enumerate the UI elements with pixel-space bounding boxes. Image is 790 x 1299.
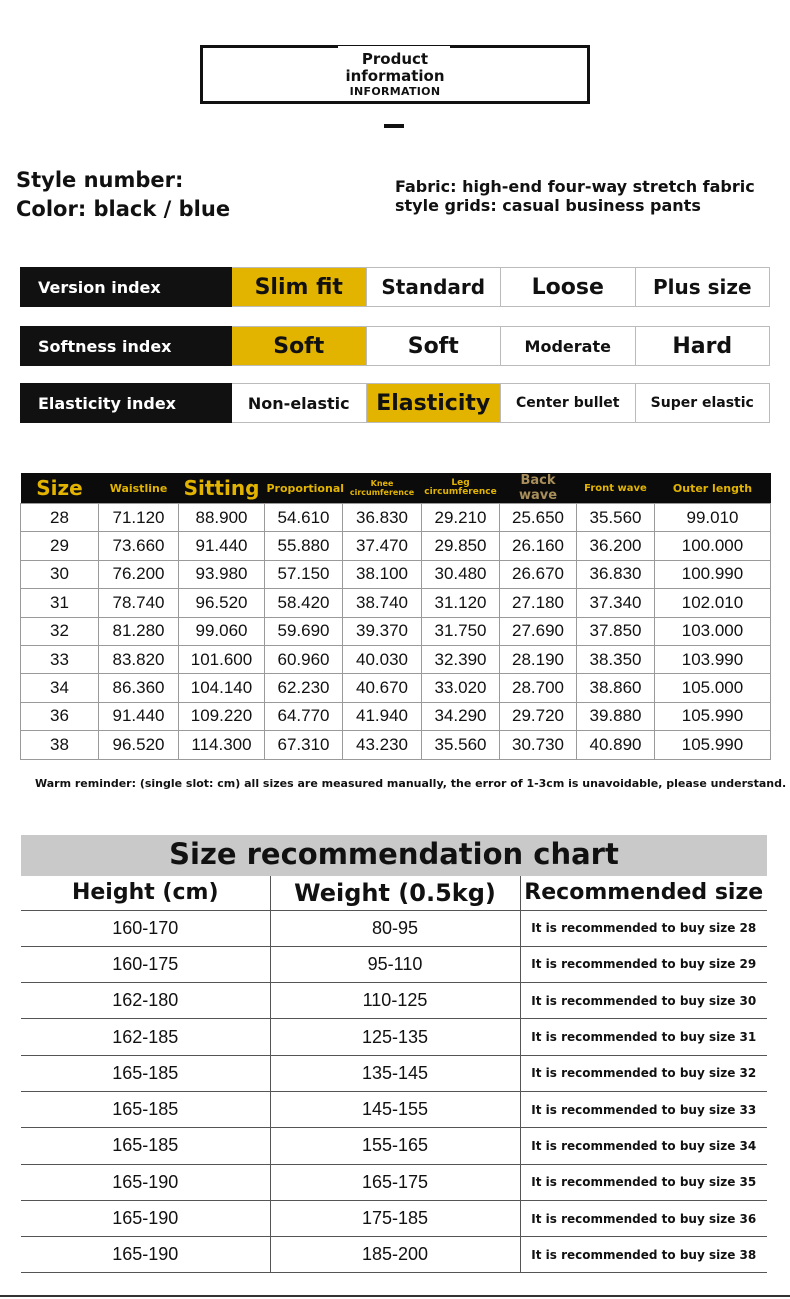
size-table-cell: 36.830: [577, 560, 655, 588]
size-table-cell: 35.560: [422, 731, 500, 759]
recommended-size-cell: It is recommended to buy size 34: [520, 1128, 767, 1164]
size-table-cell: 57.150: [265, 560, 343, 588]
size-table-row: [21, 532, 771, 560]
weight-cell: 80-95: [270, 910, 520, 946]
height-cell: 165-190: [21, 1237, 270, 1273]
weight-cell: 175-185: [270, 1200, 520, 1236]
weight-cell: 125-135: [270, 1019, 520, 1055]
col-header-height: Height (cm): [21, 876, 270, 910]
elasticity-option-elasticity: Elasticity: [367, 383, 502, 423]
recommended-size-cell: It is recommended to buy size 38: [520, 1237, 767, 1273]
section-header-box: [200, 45, 590, 104]
warm-reminder-note: Warm reminder: (single slot: cm) all sizes are measured manually, the error of 1-3cm is unavoidable, please understand.: [35, 777, 787, 790]
height-cell: 165-190: [21, 1200, 270, 1236]
col-header-waistline: Waistline: [99, 473, 179, 504]
size-table-row: [21, 674, 771, 702]
size-table-cell: 91.440: [179, 532, 265, 560]
size-table-cell: 67.310: [265, 731, 343, 759]
size-table-cell: 102.010: [655, 589, 771, 617]
size-table-cell: 99.010: [655, 504, 771, 532]
size-table-cell: 105.990: [655, 702, 771, 730]
size-table-cell: 38.860: [577, 674, 655, 702]
weight-cell: 155-165: [270, 1128, 520, 1164]
recommendation-row: [21, 910, 767, 946]
size-table-row: [21, 560, 771, 588]
recommended-size-cell: It is recommended to buy size 30: [520, 983, 767, 1019]
version-index-label: Version index: [20, 267, 232, 307]
size-table-cell: 62.230: [265, 674, 343, 702]
recommended-size-cell: It is recommended to buy size 29: [520, 946, 767, 982]
col-header-recommended-size: Recommended size: [520, 876, 767, 910]
size-table-cell: 37.340: [577, 589, 655, 617]
size-table-cell: 96.520: [179, 589, 265, 617]
size-table-row: [21, 731, 771, 759]
recommendation-row: [21, 1128, 767, 1164]
size-table-cell: 27.180: [500, 589, 577, 617]
size-table-row: [21, 645, 771, 673]
size-table-cell: 41.940: [343, 702, 422, 730]
height-cell: 160-175: [21, 946, 270, 982]
recommendation-row: [21, 1019, 767, 1055]
size-table-cell: 28.190: [500, 645, 577, 673]
recommendation-row: [21, 1055, 767, 1091]
size-table-cell: 30: [21, 560, 99, 588]
size-table-cell: 29.210: [422, 504, 500, 532]
size-table-cell: 76.200: [99, 560, 179, 588]
height-cell: 162-180: [21, 983, 270, 1019]
size-table-row: [21, 504, 771, 532]
size-table-cell: 39.370: [343, 617, 422, 645]
size-table-cell: 86.360: [99, 674, 179, 702]
col-header-weight: Weight (0.5kg): [270, 876, 520, 910]
size-table-cell: 28: [21, 504, 99, 532]
col-header-proportional: Proportional: [265, 473, 343, 504]
elasticity-option-super-elastic: Super elastic: [636, 383, 771, 423]
height-cell: 162-185: [21, 1019, 270, 1055]
recommended-size-cell: It is recommended to buy size 31: [520, 1019, 767, 1055]
col-header-sitting: Sitting: [179, 473, 265, 504]
size-table-cell: 34: [21, 674, 99, 702]
elasticity-option-non-elastic: Non-elastic: [232, 383, 367, 423]
size-table-cell: 30.480: [422, 560, 500, 588]
version-option-plus-size: Plus size: [636, 267, 771, 307]
size-table-cell: 43.230: [343, 731, 422, 759]
softness-option-moderate: Moderate: [501, 326, 636, 366]
weight-cell: 145-155: [270, 1091, 520, 1127]
recommended-size-cell: It is recommended to buy size 32: [520, 1055, 767, 1091]
col-header-back-wave: Back wave: [500, 473, 577, 504]
size-table-cell: 32.390: [422, 645, 500, 673]
size-table-cell: 33: [21, 645, 99, 673]
recommendation-row: [21, 1200, 767, 1236]
size-table-cell: 105.000: [655, 674, 771, 702]
size-table-cell: 29: [21, 532, 99, 560]
size-table-cell: 103.000: [655, 617, 771, 645]
weight-cell: 135-145: [270, 1055, 520, 1091]
size-table-cell: 93.980: [179, 560, 265, 588]
col-header-knee-circumference: Knee circumference: [343, 473, 422, 504]
version-index-row: [20, 267, 770, 307]
size-table-cell: 38.350: [577, 645, 655, 673]
col-header-front-wave: Front wave: [577, 473, 655, 504]
size-table-cell: 40.670: [343, 674, 422, 702]
size-table-cell: 40.030: [343, 645, 422, 673]
recommended-size-cell: It is recommended to buy size 33: [520, 1091, 767, 1127]
height-cell: 160-170: [21, 910, 270, 946]
size-table-cell: 100.990: [655, 560, 771, 588]
size-table-cell: 88.900: [179, 504, 265, 532]
size-table-cell: 26.670: [500, 560, 577, 588]
col-header-leg-circumference: Leg circumference: [422, 473, 500, 504]
size-table-cell: 101.600: [179, 645, 265, 673]
size-table-cell: 34.290: [422, 702, 500, 730]
recommended-size-cell: It is recommended to buy size 35: [520, 1164, 767, 1200]
style-grids-info: style grids: casual business pants: [395, 196, 701, 215]
fabric-info: Fabric: high-end four-way stretch fabric: [395, 177, 755, 196]
height-cell: 165-185: [21, 1128, 270, 1164]
size-table-cell: 83.820: [99, 645, 179, 673]
size-table-cell: 33.020: [422, 674, 500, 702]
recommendation-row: [21, 1237, 767, 1273]
elasticity-index-label: Elasticity index: [20, 383, 232, 423]
softness-index-label: Softness index: [20, 326, 232, 366]
recommendation-row: [21, 1091, 767, 1127]
weight-cell: 95-110: [270, 946, 520, 982]
size-table-cell: 99.060: [179, 617, 265, 645]
size-table-cell: 40.890: [577, 731, 655, 759]
size-table-cell: 71.120: [99, 504, 179, 532]
size-measurement-table: [20, 473, 771, 760]
header-top-gap: [338, 46, 450, 48]
size-table-cell: 38.740: [343, 589, 422, 617]
recommendation-row: [21, 1164, 767, 1200]
size-table-cell: 29.720: [500, 702, 577, 730]
softness-option-soft-selected: Soft: [232, 326, 367, 366]
height-cell: 165-185: [21, 1091, 270, 1127]
size-table-cell: 109.220: [179, 702, 265, 730]
size-table-row: [21, 617, 771, 645]
bottom-divider: [0, 1295, 790, 1297]
size-table-cell: 96.520: [99, 731, 179, 759]
size-table-cell: 100.000: [655, 532, 771, 560]
version-option-slim-fit: Slim fit: [232, 267, 367, 307]
softness-option-soft: Soft: [367, 326, 502, 366]
recommendation-chart-title: Size recommendation chart: [21, 835, 767, 876]
col-header-outer-length: Outer length: [655, 473, 771, 504]
weight-cell: 165-175: [270, 1164, 520, 1200]
size-table-cell: 38: [21, 731, 99, 759]
size-table-cell: 35.560: [577, 504, 655, 532]
recommended-size-cell: It is recommended to buy size 28: [520, 910, 767, 946]
size-table-cell: 64.770: [265, 702, 343, 730]
weight-cell: 110-125: [270, 983, 520, 1019]
size-table-cell: 54.610: [265, 504, 343, 532]
header-line3: INFORMATION: [349, 85, 441, 98]
weight-cell: 185-200: [270, 1237, 520, 1273]
size-table-cell: 39.880: [577, 702, 655, 730]
size-table-cell: 103.990: [655, 645, 771, 673]
size-table-cell: 105.990: [655, 731, 771, 759]
height-cell: 165-185: [21, 1055, 270, 1091]
size-table-cell: 91.440: [99, 702, 179, 730]
size-table-cell: 81.280: [99, 617, 179, 645]
height-cell: 165-190: [21, 1164, 270, 1200]
size-table-cell: 38.100: [343, 560, 422, 588]
size-table-row: [21, 702, 771, 730]
size-table-header: [21, 473, 771, 504]
size-table-cell: 31: [21, 589, 99, 617]
elasticity-index-row: [20, 383, 770, 423]
size-table-cell: 60.960: [265, 645, 343, 673]
header-dash-divider: [384, 124, 404, 128]
size-table-cell: 78.740: [99, 589, 179, 617]
size-table-cell: 104.140: [179, 674, 265, 702]
recommendation-table-header: [21, 876, 767, 910]
size-table-cell: 58.420: [265, 589, 343, 617]
size-recommendation-table: [21, 876, 767, 1273]
size-table-cell: 36.200: [577, 532, 655, 560]
size-table-cell: 32: [21, 617, 99, 645]
size-table-cell: 29.850: [422, 532, 500, 560]
size-table-row: [21, 589, 771, 617]
elasticity-option-center-bullet: Center bullet: [501, 383, 636, 423]
size-table-cell: 31.120: [422, 589, 500, 617]
size-table-cell: 36: [21, 702, 99, 730]
softness-option-hard: Hard: [636, 326, 771, 366]
color-info: Color: black / blue: [16, 197, 231, 221]
size-table-cell: 73.660: [99, 532, 179, 560]
recommended-size-cell: It is recommended to buy size 36: [520, 1200, 767, 1236]
size-table-cell: 26.160: [500, 532, 577, 560]
size-table-cell: 37.470: [343, 532, 422, 560]
version-option-standard: Standard: [367, 267, 502, 307]
size-table-cell: 30.730: [500, 731, 577, 759]
header-line2: information: [345, 67, 445, 85]
size-table-cell: 31.750: [422, 617, 500, 645]
recommendation-row: [21, 946, 767, 982]
size-table-cell: 25.650: [500, 504, 577, 532]
size-table-cell: 28.700: [500, 674, 577, 702]
header-line1: Product: [361, 50, 429, 68]
size-table-cell: 37.850: [577, 617, 655, 645]
size-table-cell: 55.880: [265, 532, 343, 560]
softness-index-row: [20, 326, 770, 366]
version-option-loose: Loose: [501, 267, 636, 307]
style-number: Style number:: [16, 168, 184, 192]
col-header-size: Size: [21, 473, 99, 504]
size-table-cell: 27.690: [500, 617, 577, 645]
size-table-cell: 59.690: [265, 617, 343, 645]
size-table-cell: 36.830: [343, 504, 422, 532]
size-table-cell: 114.300: [179, 731, 265, 759]
recommendation-row: [21, 983, 767, 1019]
